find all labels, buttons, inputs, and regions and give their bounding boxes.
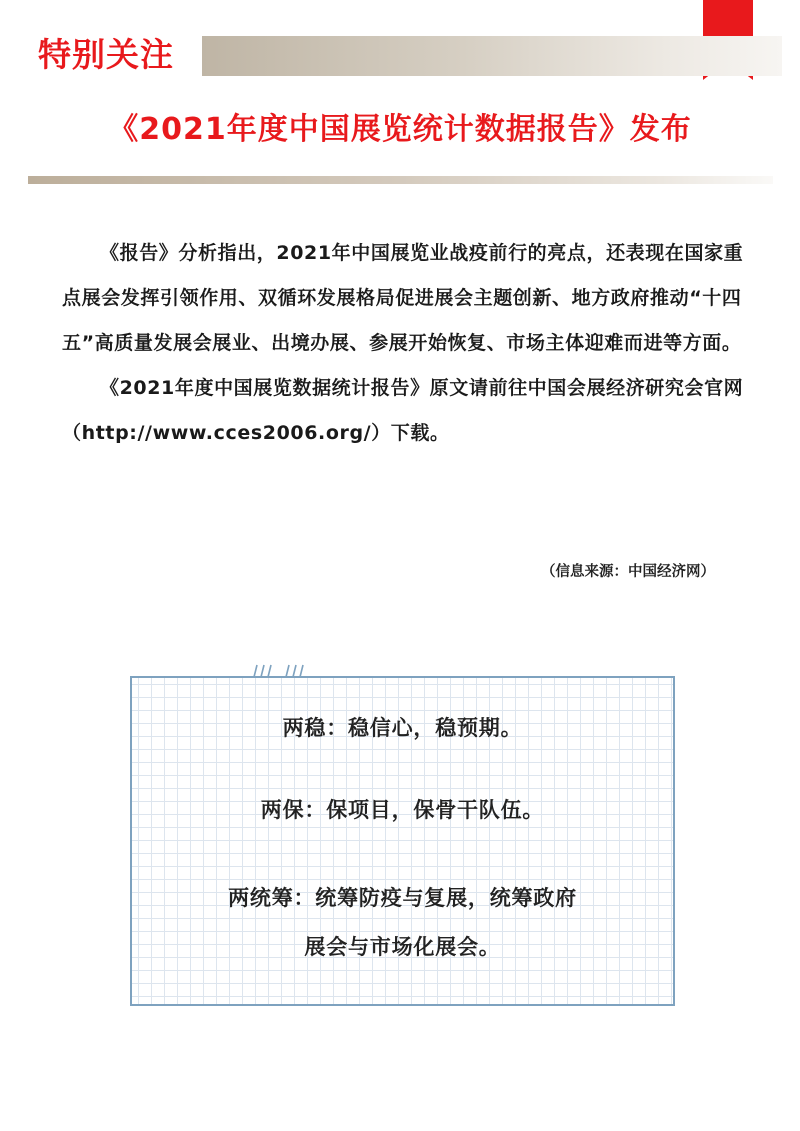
title-underline	[28, 176, 773, 184]
body-paragraph-1: 《报告》分析指出，2021年中国展览业战疫前行的亮点，还表现在国家重点展会发挥引领作用、双循环发展格局促进展会主题创新、地方政府推动“十四五”高质量发展会展业、出境办展、参展开始恢复、市场主体迎难而进等方面。	[62, 242, 744, 354]
highlight-line-1: 两稳：稳信心，稳预期。	[282, 716, 523, 740]
highlight-line-4: 展会与市场化展会。	[304, 935, 501, 959]
highlight-line-2: 两保：保项目，保骨干队伍。	[260, 798, 545, 822]
header-gradient-band	[202, 36, 782, 76]
body-paragraph-2: 《2021年度中国展览数据统计报告》原文请前往中国会展经济研究会官网（http://www.cces2006.org/）下载。	[62, 377, 744, 444]
highlight-line-3: 两统筹：统筹防疫与复展，统筹政府	[228, 886, 577, 910]
source-note: （信息来源：中国经济网）	[541, 564, 715, 580]
section-label: 特别关注	[38, 35, 174, 74]
article-title: 《2021年度中国展览统计数据报告》发布	[108, 112, 692, 147]
article-body	[62, 231, 752, 456]
highlight-box	[130, 676, 675, 1006]
